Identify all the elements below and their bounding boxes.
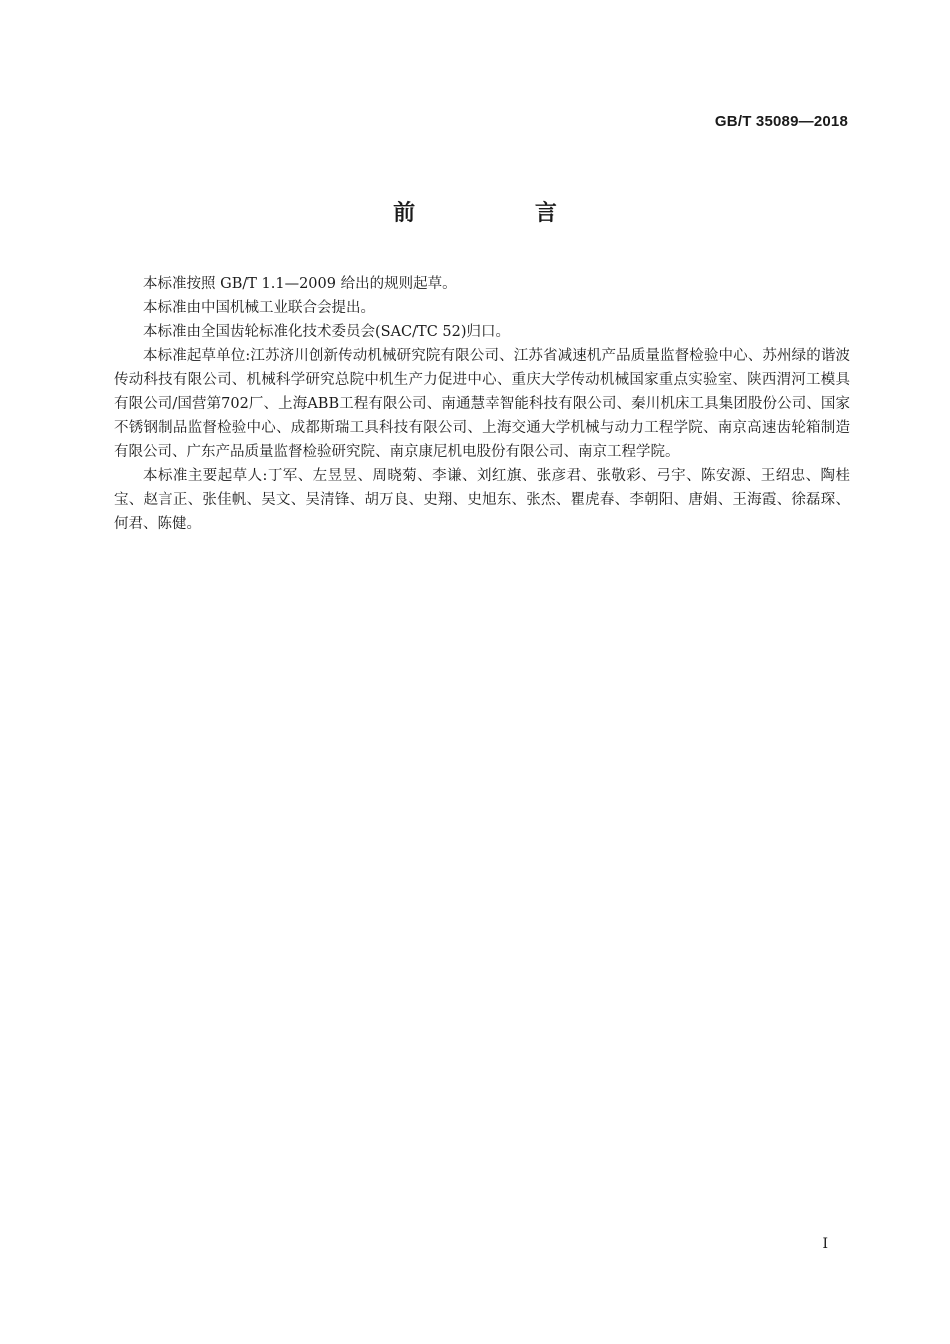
paragraph-drafting-rules: 本标准按照 GB/T 1.1—2009 给出的规则起草。 <box>143 276 457 292</box>
paragraph-drafters: 本标准主要起草人:丁军、左昱昱、周晓菊、李谦、刘红旗、张彦君、张敬彩、弓宇、陈安源、王绍忠、陶桂宝、赵言正、张佳帆、吴文、吴清锋、胡万良、史翔、史旭东、张杰、瞿虎春、李朝阳、唐娟、王海霞、徐磊琛、何君、陈健。 <box>114 468 850 532</box>
standard-code: GB/T 35089—2018 <box>714 113 848 130</box>
page-number: I <box>822 1236 828 1252</box>
foreword-body <box>114 272 850 536</box>
page-title: 前 言 <box>393 201 613 226</box>
paragraph-drafting-units: 本标准起草单位:江苏济川创新传动机械研究院有限公司、江苏省减速机产品质量监督检验中心、苏州绿的谐波传动科技有限公司、机械科学研究总院中机生产力促进中心、重庆大学传动机械国家重点实验室、陕西渭河工模具有限公司/国营第702厂、上海ABB工程有限公司、南通慧幸智能科技有限公司、秦川机床工具集团股份公司、国家不锈钢制品监督检验中心、成都斯瑞工具科技有限公司、上海交通大学机械与动力工程学院、南京高速齿轮箱制造有限公司、广东产品质量监督检验研究院、南京康尼机电股份有限公司、南京工程学院。 <box>114 348 850 460</box>
paragraph-proposer: 本标准由中国机械工业联合会提出。 <box>143 300 375 316</box>
paragraph-administrator: 本标准由全国齿轮标准化技术委员会(SAC/TC 52)归口。 <box>143 324 511 340</box>
